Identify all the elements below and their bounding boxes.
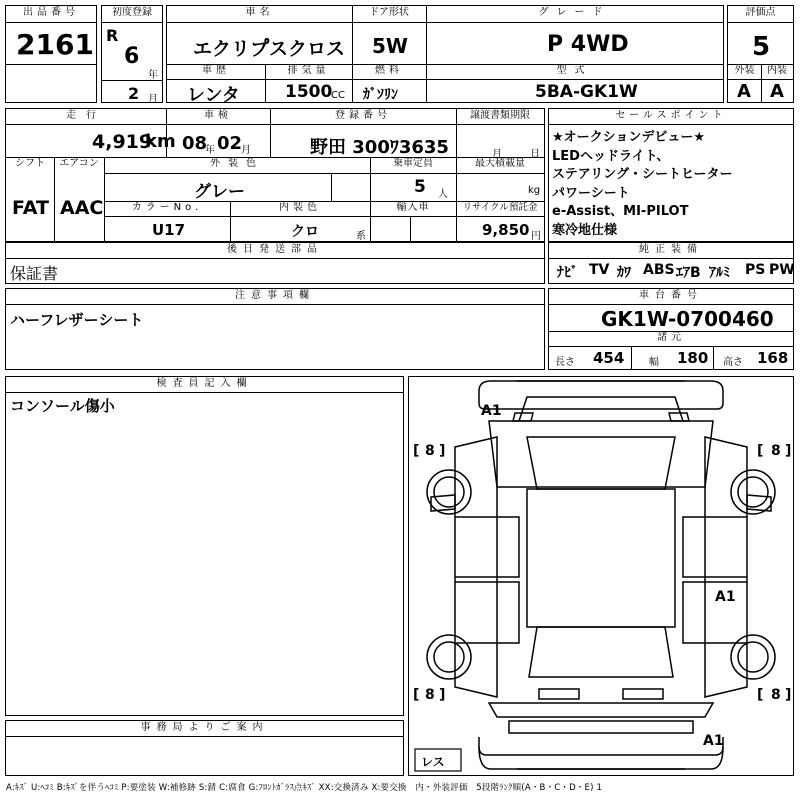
equipment-item: PS	[745, 262, 766, 278]
plate-value: 野田 300ﾜ3635	[310, 137, 449, 158]
shift-value: FAT	[12, 197, 49, 219]
chassis-label: 車台番号	[639, 290, 703, 301]
grade-label: グレード	[538, 7, 611, 18]
sales-point-line: e-Assist、MI-PILOT	[552, 204, 689, 219]
transfer-month-unit: 月	[492, 149, 502, 160]
later-parts-label: 後日発送部品	[227, 244, 323, 255]
transfer-label: 譲渡書類期限	[470, 110, 530, 121]
doors-label: ドア形状	[369, 7, 409, 18]
office-label: 事務局よりご案内	[140, 722, 269, 733]
height-value: 168	[757, 349, 789, 367]
transfer-day-unit: 日	[530, 149, 540, 160]
equipment-item: PW	[769, 262, 795, 278]
interior-color-unit: 系	[356, 231, 366, 242]
recycle-label: リサイクル預託金	[462, 202, 538, 213]
registration-month: 2	[128, 84, 140, 103]
mileage-label: 走行	[66, 110, 106, 121]
equipment-box	[548, 242, 794, 284]
car-name-value: エクリプ゚スクロス	[193, 38, 346, 60]
width-value: 180	[677, 349, 709, 367]
model-code-label: 型式	[556, 65, 593, 76]
tire-bracket: ]	[785, 443, 792, 459]
color-no-value: U17	[152, 221, 186, 239]
damage-mark: A1	[715, 589, 736, 605]
recycle-unit: 円	[531, 231, 541, 242]
inspection-month: 02	[217, 133, 243, 154]
equipment-item: ｶﾜ	[617, 265, 631, 281]
tire-depth-front-left: 8	[425, 443, 435, 459]
dimensions-label: 諸元	[657, 332, 685, 343]
tire-bracket: [	[757, 443, 764, 459]
legend: A:ｷｽﾞ U:ﾍｺﾐ B:ｷｽﾞを伴うﾍｺﾐ P:要塗装 W:補修跡 S:錆 C:腐食 G:ﾌﾛﾝﾄｶﾞﾗｽ点ｷｽﾞ XX:交換済み X:要交換 内・外装評価 5段階ﾗﾝｸ順(A・B・C・D・E) 1	[6, 783, 603, 793]
sales-point-line: 寒冷地仕様	[552, 222, 618, 238]
capacity-label: 乗車定員	[393, 158, 433, 169]
registration-box	[101, 5, 163, 103]
fuel-label: 燃料	[375, 65, 403, 76]
inspector-box	[5, 376, 404, 716]
sales-point-line: ステアリング・シートヒーター	[552, 167, 733, 182]
tire-depth-front-right: 8	[771, 443, 781, 459]
equipment-item: ABS	[643, 262, 675, 278]
tire-bracket: ]	[439, 687, 446, 703]
car-diagram	[409, 377, 793, 775]
interior-score-value: A	[770, 81, 784, 102]
aircon-value: AAC	[60, 197, 104, 219]
tire-depth-rear-right: 8	[771, 687, 781, 703]
length-value: 454	[593, 349, 625, 367]
tire-depth-rear-left: 8	[425, 687, 435, 703]
equipment-item: ｱﾙﾐ	[709, 265, 730, 281]
office-box	[5, 720, 404, 776]
displacement-value: 1500	[285, 82, 333, 102]
registration-era: R	[106, 26, 119, 45]
sales-points-label: セールスポイント	[615, 110, 727, 121]
equipment-item: ｴｱB	[676, 265, 701, 281]
car-name-label: 車名	[245, 7, 274, 18]
interior-color-label: 内装色	[279, 202, 321, 213]
tire-bracket: [	[413, 687, 420, 703]
registration-year: 6	[124, 44, 140, 69]
inspection-year: 08	[182, 133, 208, 154]
model-code-value: 5BA-GK1W	[535, 82, 638, 102]
height-label: 高さ	[723, 357, 743, 368]
spare-tire-label: レス	[421, 755, 445, 769]
inspection-year-unit: 年	[205, 145, 215, 156]
equipment-item: TV	[589, 262, 610, 278]
notes-box	[5, 288, 545, 370]
color-no-label: カラーNo.	[131, 202, 203, 213]
tire-bracket: ]	[785, 687, 792, 703]
history-value: レンタ	[187, 85, 240, 106]
fuel-value: ｶﾞｿﾘﾝ	[363, 87, 398, 103]
length-label: 長さ	[555, 357, 575, 368]
interior-score-label: 内装	[767, 65, 787, 76]
displacement-unit: CC	[331, 90, 345, 101]
equipment-item: ﾅﾋﾞ	[557, 265, 578, 281]
displacement-label: 排気量	[287, 65, 330, 76]
chassis-box	[548, 288, 794, 370]
interior-color-value: クロ	[291, 224, 319, 240]
max-load-label: 最大積載量	[475, 158, 525, 169]
tire-bracket: [	[413, 443, 420, 459]
capacity-value: 5	[414, 177, 426, 197]
later-parts-box	[5, 242, 545, 284]
inspector-label: 検査員記入欄	[156, 378, 253, 389]
equipment-label: 純正装備	[639, 244, 703, 255]
shift-label: シフト	[15, 158, 45, 169]
inspector-value: コンソール傷小	[10, 397, 115, 415]
exterior-color-label: 外装色	[210, 158, 264, 169]
lot-box	[5, 5, 97, 103]
lot-label: 出品番号	[23, 7, 79, 18]
exterior-score-label: 外装	[734, 65, 755, 76]
mileage-unit: km	[145, 131, 176, 152]
car-diagram-box	[408, 376, 794, 776]
mileage-value: 4,919	[92, 131, 153, 153]
tire-bracket: [	[757, 687, 764, 703]
aircon-label: エアコン	[59, 158, 99, 169]
registration-label: 初度登録	[112, 7, 152, 18]
chassis-value: GK1W-0700460	[601, 307, 774, 331]
sales-point-line: ★オークションデビュー★	[552, 130, 706, 145]
score-label: 評価点	[745, 7, 776, 18]
notes-label: 注意事項欄	[235, 290, 315, 301]
notes-value: ハーフレザーシート	[10, 311, 144, 329]
damage-mark: A1	[481, 403, 502, 419]
registration-year-unit: 年	[148, 70, 158, 81]
score-value: 5	[752, 32, 771, 62]
sales-points-list	[552, 129, 732, 240]
doors-value: 5W	[372, 34, 408, 58]
inspection-label: 車検	[204, 110, 232, 121]
plate-label: 登録番号	[335, 110, 391, 121]
import-label: 輸入車	[396, 202, 430, 213]
exterior-score-value: A	[737, 81, 751, 102]
exterior-color-value: グレー	[194, 182, 245, 202]
recycle-value: 9,850	[482, 221, 530, 239]
vehicle-info-box	[166, 5, 724, 106]
tire-bracket: ]	[439, 443, 446, 459]
damage-mark: A1	[703, 733, 724, 749]
sales-point-line: パワーシート	[552, 185, 630, 201]
inspection-month-unit: 月	[241, 145, 251, 156]
width-label: 幅	[649, 357, 659, 368]
max-load-unit: kg	[528, 185, 541, 196]
lot-number: 2161	[16, 28, 94, 61]
capacity-unit: 人	[438, 189, 448, 200]
score-box	[727, 5, 794, 103]
history-label: 車歴	[202, 65, 230, 76]
registration-month-unit: 月	[148, 94, 158, 105]
sales-point-line: LEDヘッドライト、	[552, 148, 670, 164]
detail-box	[5, 108, 545, 242]
later-parts-value: 保証書	[10, 264, 59, 283]
grade-value: P 4WD	[547, 32, 629, 57]
